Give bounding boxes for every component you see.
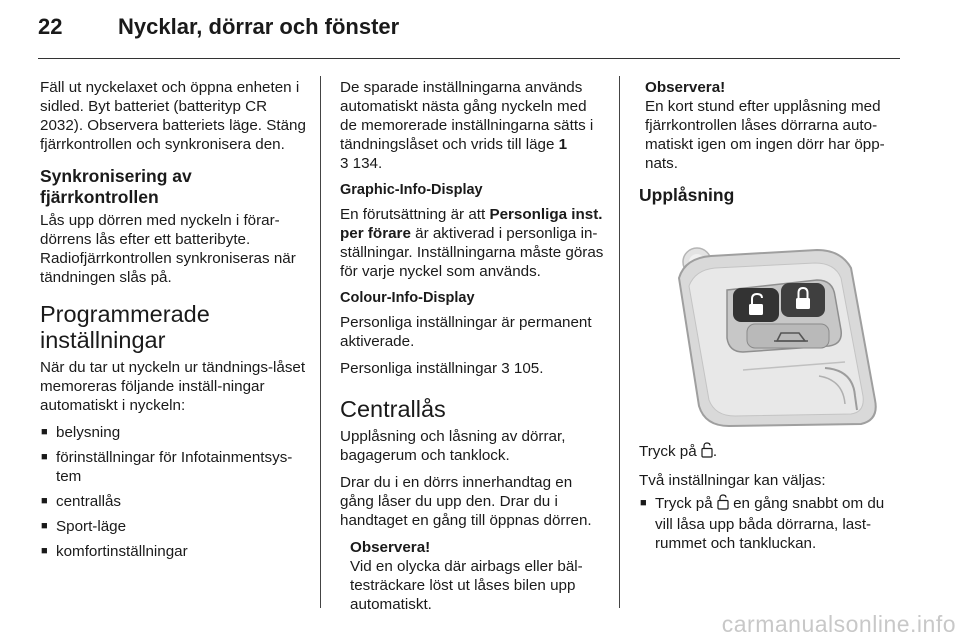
saved-settings-main: De sparade inställningarna används automatiskt nästa gång nyckeln med de memorerade inställningarna sätts i tändningslåset och vrids till läge <box>340 79 594 153</box>
unlock-icon <box>701 442 713 463</box>
page-number: 22 <box>38 14 63 39</box>
bullet-text-post: en gång snabbt om du vill låsa upp båda dörrarna, last-rummet och tankluckan. <box>655 495 885 552</box>
remote-key-illustration <box>639 220 901 430</box>
column-2 <box>340 78 606 614</box>
press-unlock-text <box>639 442 905 463</box>
programmed-settings-heading: Programmerade inställningar <box>40 301 210 353</box>
unlock-icon <box>717 494 729 515</box>
page-reference: 3 134. <box>340 155 383 172</box>
column-3 <box>639 78 905 559</box>
list-item: ■ komfortinställningar <box>40 542 306 561</box>
sync-heading: Synkronisering av fjärrkontrollen <box>40 166 192 207</box>
note-text: En kort stund efter upplåsning med fjärrkontrollen låses dörrarna auto-matiskt igen om ingen dörr har öpp-nats. <box>645 98 885 172</box>
battery-intro: Fäll ut nyckelaxet och öppna enheten i sidled. Byt batteriet (batterityp CR 2032). Observera batteriets läge. Stäng fjärrkontrollen och synkronisera den. <box>40 79 306 153</box>
door-handle-text: Drar du i en dörrs innerhandtag en gång låser du upp den. Drar du i handtaget en gång till öppnas dörren. <box>340 474 592 529</box>
list-item: ■ Sport-läge <box>40 517 306 536</box>
auto-relock-note <box>639 78 905 173</box>
unlocking-heading: Upplåsning <box>639 185 735 205</box>
graphic-info-display-text <box>340 205 606 281</box>
note-label: Observera! <box>645 79 726 96</box>
personal-settings-reference: Personliga inställningar 3 105. <box>340 360 544 377</box>
list-item: ■ belysning <box>40 423 306 442</box>
saved-settings-text <box>340 78 606 173</box>
watermark: carmanualsonline.info <box>721 611 956 637</box>
list-item <box>639 494 905 553</box>
note-label: Observera! <box>350 539 431 556</box>
list-item: ■ förinställningar för Infotainmentsys-tem <box>40 448 306 486</box>
column-divider <box>619 76 620 608</box>
central-locking-text: Upplåsning och låsning av dörrar, bagagerum och tanklock. <box>340 428 566 464</box>
ignition-position: 1 <box>558 136 568 153</box>
note-text: Vid en olycka där airbags eller bäl-testräckare löst ut låses bilen upp automatiskt. <box>350 558 583 613</box>
airbag-note <box>340 538 606 614</box>
programmed-settings-text: När du tar ut nyckeln ur tändnings-låset memoreras följande inställ-ningar automatiskt i nyckeln: <box>40 359 306 414</box>
gid-text-pre: En förutsättning är att <box>340 206 490 223</box>
central-locking-heading: Centrallås <box>340 396 446 422</box>
colour-info-display-heading: Colour-Info-Display <box>340 290 475 306</box>
page-title: Nycklar, dörrar och fönster <box>118 14 400 39</box>
gid-text-post: är aktiverad i personliga in-ställningar. Inställningarna måste göras för varje nyckel som används. <box>340 225 604 280</box>
press-text: Tryck på <box>639 443 701 460</box>
graphic-info-display-heading: Graphic-Info-Display <box>340 182 483 198</box>
bullet-text-pre: Tryck på <box>655 495 717 512</box>
unlock-options-list <box>639 494 905 553</box>
two-settings-text: Två inställningar kan väljas: <box>639 472 826 489</box>
setting-name: Personliga inst. per förare <box>340 206 603 242</box>
list-item: ■ centrallås <box>40 492 306 511</box>
column-divider <box>320 76 321 608</box>
settings-list <box>40 423 306 561</box>
header-rule <box>38 58 900 59</box>
press-text-end: . <box>712 443 718 460</box>
colour-info-display-text: Personliga inställningar är permanent aktiverade. <box>340 314 592 350</box>
sync-text: Lås upp dörren med nyckeln i förar-dörrens lås efter ett batteribyte. Radiofjärrkontrollen synkroniseras när tändningen slås på. <box>40 212 296 286</box>
column-1 <box>40 78 306 567</box>
